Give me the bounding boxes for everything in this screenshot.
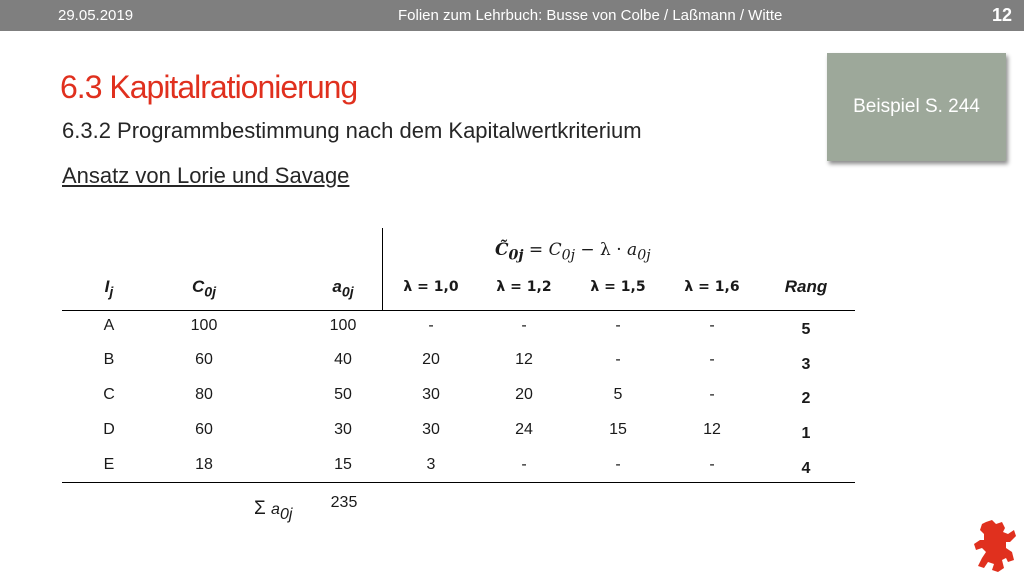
- cell-b-l1: 20: [422, 351, 440, 368]
- slide-page-number: 12: [991, 5, 1012, 25]
- slide-title: 6.3 Kapitalrationierung: [60, 69, 358, 105]
- slide-subtitle: 6.3.2 Programmbestimmung nach dem Kapitalwertkriterium: [62, 118, 642, 143]
- cell-b-c0j: 60: [195, 351, 213, 368]
- cell-c-l3: 5: [613, 386, 623, 403]
- sum-a0j-label: Σ $a_{0j}$: [254, 498, 293, 523]
- cell-e-l3: -: [615, 456, 621, 473]
- header-a0j: $a_{0j}$: [332, 277, 354, 301]
- berlin-bear-logo-icon: [972, 518, 1018, 574]
- cell-b-l4: -: [709, 351, 715, 368]
- cell-d-l4: 12: [703, 421, 721, 438]
- top-bar: [0, 0, 1024, 31]
- cell-b-l2: 12: [515, 351, 533, 368]
- cell-a-l2: -: [521, 317, 527, 334]
- header-lambda-1-2: λ = 1,2: [496, 279, 552, 295]
- cell-a-c0j: 100: [190, 317, 218, 334]
- slide-date: 29.05.2019: [58, 7, 134, 24]
- cell-b-a0j: 40: [334, 351, 352, 368]
- capital-value-table: [62, 228, 855, 528]
- header-c0j: $C_{0j}$: [191, 277, 217, 301]
- table-rule-top: [62, 310, 855, 311]
- cell-d-rang: 1: [801, 425, 811, 442]
- cell-d-l1: 30: [422, 421, 440, 438]
- cell-b-rang: 3: [801, 356, 811, 373]
- cell-b-l3: -: [615, 351, 621, 368]
- slide-footer-text: Folien zum Lehrbuch: Busse von Colbe / Laßmann / Witte: [398, 7, 783, 24]
- cell-b-ij: B: [103, 351, 115, 368]
- cell-d-l3: 15: [609, 421, 627, 438]
- cell-c-a0j: 50: [334, 386, 352, 403]
- cell-a-rang: 5: [801, 321, 811, 338]
- header-lambda-1-0: λ = 1,0: [403, 279, 459, 295]
- table-rule-bottom: [62, 482, 855, 483]
- section-heading: Ansatz von Lorie und Savage: [62, 163, 350, 188]
- example-reference-box: [827, 53, 1006, 161]
- cell-a-a0j: 100: [329, 317, 357, 334]
- cell-e-l4: -: [709, 456, 715, 473]
- cell-c-c0j: 80: [195, 386, 213, 403]
- cell-a-ij: A: [103, 317, 115, 334]
- cell-d-ij: D: [103, 421, 115, 438]
- header-lambda-1-6: λ = 1,6: [684, 279, 740, 295]
- cell-e-rang: 4: [801, 460, 811, 477]
- adjusted-capital-value-formula: $C̃_{0j} = C_{0j} - \lambda \cdot a_{0j}$: [495, 240, 651, 264]
- cell-a-l4: -: [709, 317, 715, 334]
- header-ij: $I_j$: [104, 277, 114, 301]
- table-divider-vertical: [382, 228, 383, 310]
- cell-a-l1: -: [428, 317, 434, 334]
- cell-c-l4: -: [709, 386, 715, 403]
- cell-e-c0j: 18: [195, 456, 213, 473]
- cell-d-c0j: 60: [195, 421, 213, 438]
- sum-a0j-value: 235: [330, 494, 358, 511]
- cell-e-l2: -: [521, 456, 527, 473]
- cell-c-ij: C: [103, 386, 115, 403]
- cell-d-l2: 24: [515, 421, 533, 438]
- cell-c-l2: 20: [515, 386, 533, 403]
- cell-c-l1: 30: [422, 386, 440, 403]
- header-lambda-1-5: λ = 1,5: [590, 279, 646, 295]
- cell-e-ij: E: [103, 456, 115, 473]
- cell-e-a0j: 15: [334, 456, 352, 473]
- example-reference-label: Beispiel S. 244: [853, 96, 980, 117]
- cell-d-a0j: 30: [334, 421, 352, 438]
- cell-c-rang: 2: [801, 390, 811, 407]
- header-rang: Rang: [784, 277, 828, 296]
- cell-e-l1: 3: [426, 456, 436, 473]
- cell-a-l3: -: [615, 317, 621, 334]
